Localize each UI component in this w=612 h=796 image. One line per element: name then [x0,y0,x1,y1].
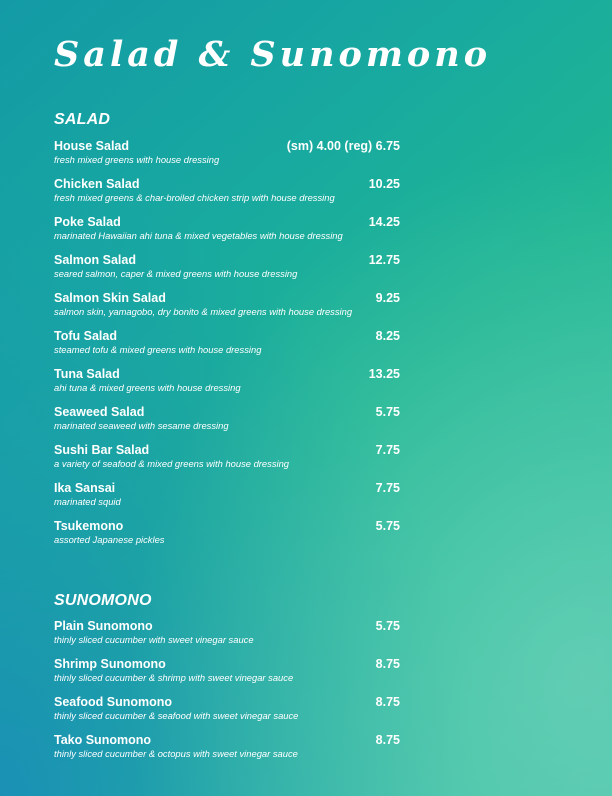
item-name: Chicken Salad [54,177,140,191]
menu-item-seaweed-salad [54,405,414,443]
item-price: 8.75 [375,695,400,709]
item-description: thinly sliced cucumber & shrimp with sweet vinegar sauce [54,672,294,683]
item-name: Shrimp Sunomono [54,657,166,671]
item-name: Ika Sansai [54,481,116,495]
item-description: marinated squid [54,496,121,507]
menu-item-salmon-salad [54,253,414,291]
menu-item-chicken-salad [54,177,414,215]
item-name: Plain Sunomono [54,619,153,633]
sunomono-section-heading: SUNOMONO [54,592,152,609]
menu-item-tuna-salad [54,367,414,405]
item-description: thinly sliced cucumber with sweet vinegar sauce [54,634,254,645]
menu-item-poke-salad [54,215,414,253]
menu-item-tako-sunomono [54,733,414,771]
item-description: assorted Japanese pickles [54,534,165,545]
menu-item-shrimp-sunomono [54,657,414,695]
menu-item-salmon-skin-salad [54,291,414,329]
item-price: 8.25 [375,329,400,343]
item-price: 10.25 [368,177,400,191]
item-price: 8.75 [375,657,400,671]
item-price: 12.75 [368,253,400,267]
item-price: 14.25 [368,215,400,229]
item-description: marinated Hawaiian ahi tuna & mixed vegetables with house dressing [54,230,343,241]
menu-item-tofu-salad [54,329,414,367]
menu-item-seafood-sunomono [54,695,414,733]
sunomono-list [54,619,414,771]
item-price: 8.75 [375,733,400,747]
item-name: Tuna Salad [54,367,120,381]
item-price: 9.25 [375,291,400,305]
item-description: steamed tofu & mixed greens with house dressing [54,344,262,355]
item-description: ahi tuna & mixed greens with house dressing [54,382,241,393]
page-title: Salad & Sunomono [54,34,492,75]
menu-item-plain-sunomono [54,619,414,657]
item-name: Tako Sunomono [54,733,151,747]
item-price: 7.75 [375,481,400,495]
item-description: thinly sliced cucumber & octopus with sweet vinegar sauce [54,748,298,759]
item-description: fresh mixed greens & char-broiled chicken strip with house dressing [54,192,335,203]
item-description: a variety of seafood & mixed greens with house dressing [54,458,290,469]
item-price: (sm) 4.00 (reg) 6.75 [286,139,400,153]
item-name: Seafood Sunomono [54,695,173,709]
item-name: Salmon Salad [54,253,136,267]
item-description: marinated seaweed with sesame dressing [54,420,229,431]
menu-item-ika-sansai [54,481,414,519]
item-name: Salmon Skin Salad [54,291,166,305]
item-name: Sushi Bar Salad [54,443,150,457]
item-price: 5.75 [375,619,400,633]
item-name: House Salad [54,139,130,153]
salad-section-heading: SALAD [54,111,111,128]
salad-list [54,139,414,557]
item-name: Tsukemono [54,519,124,533]
item-description: thinly sliced cucumber & seafood with sweet vinegar sauce [54,710,299,721]
item-description: seared salmon, caper & mixed greens with house dressing [54,268,298,279]
item-description: fresh mixed greens with house dressing [54,154,220,165]
menu-item-sushi-bar-salad [54,443,414,481]
menu-item-tsukemono [54,519,414,557]
item-name: Seaweed Salad [54,405,145,419]
item-description: salmon skin, yamagobo, dry bonito & mixed greens with house dressing [54,306,353,317]
item-price: 5.75 [375,519,400,533]
item-price: 13.25 [368,367,400,381]
menu-item-house-salad [54,139,414,177]
item-name: Poke Salad [54,215,121,229]
item-price: 7.75 [375,443,400,457]
item-name: Tofu Salad [54,329,117,343]
item-price: 5.75 [375,405,400,419]
